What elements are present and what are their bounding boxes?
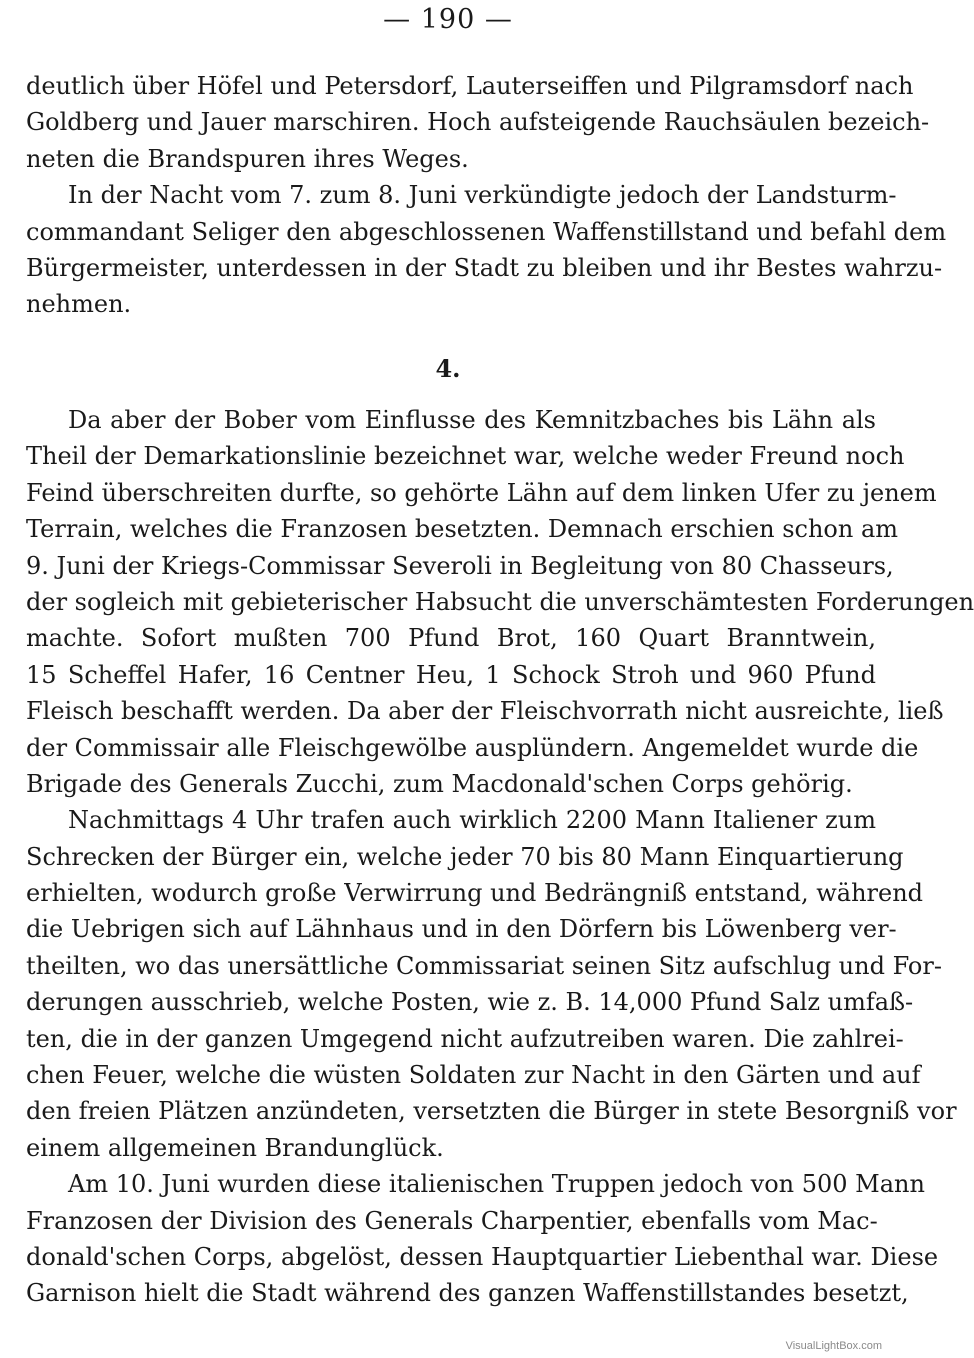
- paragraph-block-1: [26, 68, 947, 323]
- page-number-header: — 190 —: [383, 4, 513, 35]
- text-line: Am 10. Juni wurden diese italienischen Truppen jedoch von 500 Mann: [68, 1170, 925, 1199]
- watermark: VisualLightBox.com: [785, 1340, 882, 1352]
- text-line: machte. Sofort mußten 700 Pfund Brot, 160 Quart Branntwein,: [26, 624, 876, 653]
- text-line: nehmen.: [26, 290, 132, 319]
- text-line: Fleisch beschafft werden. Da aber der Fleischvorrath nicht ausreichte, ließ: [26, 697, 944, 726]
- text-line: Bürgermeister, unterdessen in der Stadt zu bleiben und ihr Bestes wahrzu-: [26, 253, 943, 282]
- text-line: neten die Brandspuren ihres Weges.: [26, 144, 469, 173]
- text-line: Brigade des Generals Zucchi, zum Macdonald'schen Corps gehörig.: [26, 769, 853, 798]
- text-line: der sogleich mit gebieterischer Habsucht die unverschämtesten Forderungen: [26, 587, 974, 616]
- text-line: 15 Scheffel Hafer, 16 Centner Heu, 1 Schock Stroh und 960 Pfund: [26, 660, 876, 689]
- text-line: Goldberg und Jauer marschiren. Hoch aufsteigende Rauchsäulen bezeich-: [26, 108, 930, 137]
- text-line: 9. Juni der Kriegs-Commissar Severoli in Begleitung von 80 Chasseurs,: [26, 551, 894, 580]
- text-line: Terrain, welches die Franzosen besetzten. Demnach erschien schon am: [26, 515, 899, 544]
- text-line: Feind überschreiten durfte, so gehörte Lähn auf dem linken Ufer zu jenem: [26, 478, 937, 507]
- text-line: In der Nacht vom 7. zum 8. Juni verkündigte jedoch der Landsturm-: [68, 181, 897, 210]
- text-line: Theil der Demarkationslinie bezeichnet war, welche weder Freund noch: [26, 442, 905, 471]
- text-line: derungen ausschrieb, welche Posten, wie z. B. 14,000 Pfund Salz umfaß-: [26, 988, 914, 1017]
- text-line: die Uebrigen sich auf Lähnhaus und in den Dörfern bis Löwenberg ver-: [26, 915, 897, 944]
- text-line: donald'schen Corps, abgelöst, dessen Hauptquartier Liebenthal war. Diese: [26, 1242, 939, 1271]
- text-line: einem allgemeinen Brandunglück.: [26, 1133, 444, 1162]
- text-line: commandant Seliger den abgeschlossenen Waffenstillstand und befahl dem: [26, 217, 947, 246]
- text-line: Garnison hielt die Stadt während des ganzen Waffenstillstandes besetzt,: [26, 1279, 909, 1308]
- text-line: chen Feuer, welche die wüsten Soldaten zur Nacht in den Gärten und auf: [26, 1061, 921, 1090]
- text-line: der Commissair alle Fleischgewölbe ausplündern. Angemeldet wurde die: [26, 733, 919, 762]
- text-line: Da aber der Bober vom Einflusse des Kemnitzbaches bis Lähn als: [68, 406, 876, 434]
- text-line: theilten, wo das unersättliche Commissariat seinen Sitz aufschlug und For-: [26, 951, 942, 980]
- text-line: Nachmittags 4 Uhr trafen auch wirklich 2200 Mann Italiener zum: [68, 806, 876, 835]
- paragraph-block-2: [26, 402, 974, 1312]
- text-line: ten, die in der ganzen Umgegend nicht aufzutreiben waren. Die zahlrei-: [26, 1024, 904, 1053]
- text-line: den freien Plätzen anzündeten, versetzten die Bürger in stete Besorgniß vor: [26, 1097, 957, 1126]
- text-line: Schrecken der Bürger ein, welche jeder 70 bis 80 Mann Einquartierung: [26, 842, 904, 871]
- section-number: 4.: [435, 354, 461, 383]
- text-line: deutlich über Höfel und Petersdorf, Lauterseiffen und Pilgramsdorf nach: [26, 72, 914, 100]
- text-line: Franzosen der Division des Generals Charpentier, ebenfalls vom Mac-: [26, 1206, 878, 1235]
- text-line: erhielten, wodurch große Verwirrung und Bedrängniß entstand, während: [26, 879, 924, 908]
